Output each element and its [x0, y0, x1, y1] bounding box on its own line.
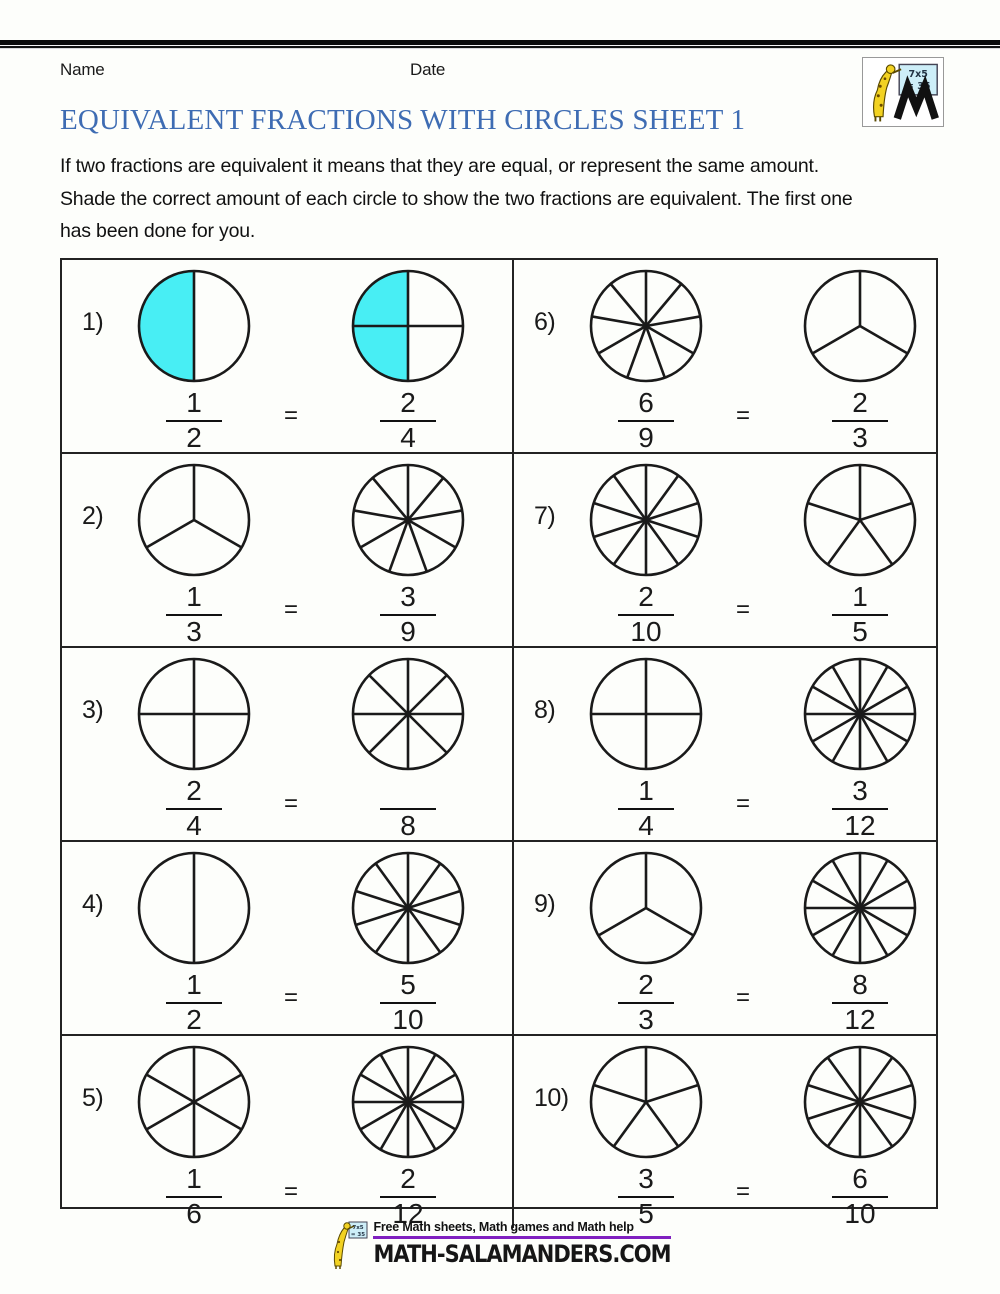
- left-fraction: [166, 389, 222, 452]
- fraction-numerator: 1: [852, 581, 868, 612]
- fraction-denominator: 10: [392, 1004, 424, 1035]
- problem-number: 2): [82, 502, 104, 530]
- fraction-circle-12-slices: [802, 656, 918, 772]
- instructions-line-2: Shade the correct amount of each circle to show the two fractions are equivalent. The first one: [60, 187, 853, 210]
- footer-salamander-icon: [329, 1220, 369, 1270]
- right-circle-group: [350, 268, 466, 452]
- instructions-line-1: If two fractions are equivalent it means that they are equal, or represent the same amount.: [60, 155, 819, 177]
- left-circle-group: [136, 850, 252, 1034]
- fraction-numerator: 6: [638, 387, 654, 418]
- name-label: Name: [60, 60, 105, 79]
- left-fraction: [618, 1165, 674, 1228]
- left-fraction: [618, 777, 674, 840]
- fraction-numerator: 3: [400, 581, 416, 612]
- fraction-numerator: 2: [638, 969, 654, 1000]
- fraction-circle-10-slices: [802, 1044, 918, 1160]
- right-fraction: [832, 583, 888, 646]
- right-circle-group: [350, 1044, 466, 1228]
- grid-row-1: [62, 260, 936, 454]
- fraction-numerator: 2: [638, 581, 654, 612]
- fraction-numerator: 3: [638, 1163, 654, 1194]
- equals-sign: =: [283, 1178, 298, 1205]
- fraction-numerator: 3: [852, 775, 868, 806]
- fraction-circle-10-slices: [588, 462, 704, 578]
- problem-number: 1): [82, 308, 104, 336]
- problem-cell-4: [62, 842, 514, 1034]
- page-title: EQUIVALENT FRACTIONS WITH CIRCLES SHEET 1: [60, 104, 746, 136]
- top-rule-bar: [0, 40, 1000, 49]
- left-circle-group: [588, 850, 704, 1034]
- equals-sign: =: [735, 596, 750, 623]
- fraction-denominator: 2: [186, 1004, 202, 1035]
- fraction-denominator: 3: [186, 616, 202, 647]
- fraction-denominator: 4: [638, 810, 654, 841]
- left-fraction: [618, 971, 674, 1034]
- left-circle-group: [136, 462, 252, 646]
- grid-row-4: [62, 842, 936, 1036]
- fraction-circle-4-slices: [350, 268, 466, 384]
- fraction-denominator: 4: [400, 422, 416, 453]
- grid-row-5: [62, 1036, 936, 1228]
- left-fraction: [166, 583, 222, 646]
- fraction-numerator: 2: [400, 387, 416, 418]
- left-circle-group: [136, 1044, 252, 1228]
- equals-sign: =: [283, 596, 298, 623]
- problem-number: 10): [534, 1084, 569, 1112]
- fraction-denominator: 5: [852, 616, 868, 647]
- right-fraction: [380, 971, 436, 1034]
- date-label: Date: [410, 60, 446, 79]
- fraction-numerator: 8: [852, 969, 868, 1000]
- svg-text:7x5: 7x5: [908, 68, 928, 80]
- right-fraction: [380, 583, 436, 646]
- fraction-numerator: 1: [186, 1163, 202, 1194]
- left-fraction: [618, 583, 674, 646]
- problem-cell-6: [514, 260, 936, 452]
- fraction-denominator: 6: [186, 1198, 202, 1229]
- problem-cell-3: [62, 648, 514, 840]
- fraction-denominator: 9: [400, 616, 416, 647]
- fraction-circle-2-slices: [136, 850, 252, 966]
- grid-row-3: [62, 648, 936, 842]
- fraction-denominator: 12: [392, 1198, 424, 1229]
- problem-number: 9): [534, 890, 556, 918]
- equals-sign: =: [735, 984, 750, 1011]
- right-circle-group: [802, 462, 918, 646]
- right-circle-group: [350, 850, 466, 1034]
- instructions-line-3: has been done for you.: [60, 220, 256, 242]
- fraction-circle-4-slices: [588, 656, 704, 772]
- right-circle-group: [802, 268, 918, 452]
- right-circle-group: [802, 1044, 918, 1228]
- equals-sign: =: [283, 984, 298, 1011]
- right-circle-group: [802, 656, 918, 840]
- problem-cell-2: [62, 454, 514, 646]
- equals-sign: =: [735, 790, 750, 817]
- equals-sign: =: [735, 402, 750, 429]
- problem-cell-5: [62, 1036, 514, 1228]
- svg-text:= 35: = 35: [905, 81, 931, 93]
- fraction-circle-12-slices: [350, 1044, 466, 1160]
- fraction-denominator: 10: [630, 616, 662, 647]
- problem-number: 3): [82, 696, 104, 724]
- svg-text:= 35: = 35: [351, 1232, 366, 1238]
- problem-cell-1: [62, 260, 514, 452]
- problem-number: 5): [82, 1084, 104, 1112]
- instructions-text: [60, 150, 960, 248]
- right-fraction: [380, 389, 436, 452]
- fraction-numerator: 5: [400, 969, 416, 1000]
- problem-number: 7): [534, 502, 556, 530]
- left-fraction: [166, 777, 222, 840]
- problem-number: 4): [82, 890, 104, 918]
- fraction-circle-9-slices: [588, 268, 704, 384]
- left-circle-group: [136, 656, 252, 840]
- grid-row-2: [62, 454, 936, 648]
- equals-sign: =: [283, 402, 298, 429]
- problem-cell-9: [514, 842, 936, 1034]
- fraction-numerator: 2: [852, 387, 868, 418]
- left-circle-group: [588, 1044, 704, 1228]
- footer-tagline: Free Math sheets, Math games and Math help: [373, 1220, 634, 1234]
- fraction-circle-9-slices: [350, 462, 466, 578]
- fraction-denominator: 5: [638, 1198, 654, 1229]
- right-fraction: [832, 1165, 888, 1228]
- right-fraction: [832, 389, 888, 452]
- left-circle-group: [136, 268, 252, 452]
- fraction-denominator: 2: [186, 422, 202, 453]
- fraction-circle-3-slices: [802, 268, 918, 384]
- right-fraction: [380, 777, 436, 840]
- fraction-circle-3-slices: [588, 850, 704, 966]
- fraction-numerator: 2: [186, 775, 202, 806]
- problem-cell-7: [514, 454, 936, 646]
- fraction-circle-10-slices: [350, 850, 466, 966]
- right-fraction: [380, 1165, 436, 1228]
- left-circle-group: [588, 656, 704, 840]
- fraction-numerator: 6: [852, 1163, 868, 1194]
- right-circle-group: [802, 850, 918, 1034]
- fraction-circle-8-slices: [350, 656, 466, 772]
- equals-sign: =: [735, 1178, 750, 1205]
- fraction-circle-6-slices: [136, 1044, 252, 1160]
- fraction-denominator: 8: [400, 810, 416, 841]
- problem-cell-10: [514, 1036, 936, 1228]
- equals-sign: =: [283, 790, 298, 817]
- svg-text:7x5: 7x5: [352, 1225, 365, 1231]
- footer-purple-rule: [373, 1236, 670, 1239]
- footer-wordmark: MATH-SALAMANDERS.COM: [373, 1240, 671, 1268]
- fraction-denominator: 3: [638, 1004, 654, 1035]
- fraction-numerator: 1: [186, 581, 202, 612]
- fraction-numerator: 1: [186, 969, 202, 1000]
- problem-number: 6): [534, 308, 556, 336]
- fraction-circle-5-slices: [802, 462, 918, 578]
- fraction-numerator: 2: [400, 1163, 416, 1194]
- left-fraction: [166, 971, 222, 1034]
- fraction-numerator: 1: [638, 775, 654, 806]
- left-fraction: [618, 389, 674, 452]
- fraction-circle-4-slices: [136, 656, 252, 772]
- footer: [0, 1220, 1000, 1270]
- right-circle-group: [350, 656, 466, 840]
- problem-number: 8): [534, 696, 556, 724]
- fraction-circle-3-slices: [136, 462, 252, 578]
- right-fraction: [832, 971, 888, 1034]
- right-fraction: [832, 777, 888, 840]
- fraction-circle-12-slices: [802, 850, 918, 966]
- problem-cell-8: [514, 648, 936, 840]
- left-circle-group: [588, 268, 704, 452]
- fraction-denominator: 12: [844, 810, 876, 841]
- fraction-numerator: 1: [186, 387, 202, 418]
- fraction-denominator: 4: [186, 810, 202, 841]
- fraction-circle-5-slices: [588, 1044, 704, 1160]
- fraction-denominator: 9: [638, 422, 654, 453]
- fraction-denominator: 12: [844, 1004, 876, 1035]
- fraction-denominator: 3: [852, 422, 868, 453]
- shaded-sector: [139, 271, 194, 381]
- fraction-denominator: 10: [844, 1198, 876, 1229]
- right-circle-group: [350, 462, 466, 646]
- left-fraction: [166, 1165, 222, 1228]
- fraction-circle-2-slices: [136, 268, 252, 384]
- left-circle-group: [588, 462, 704, 646]
